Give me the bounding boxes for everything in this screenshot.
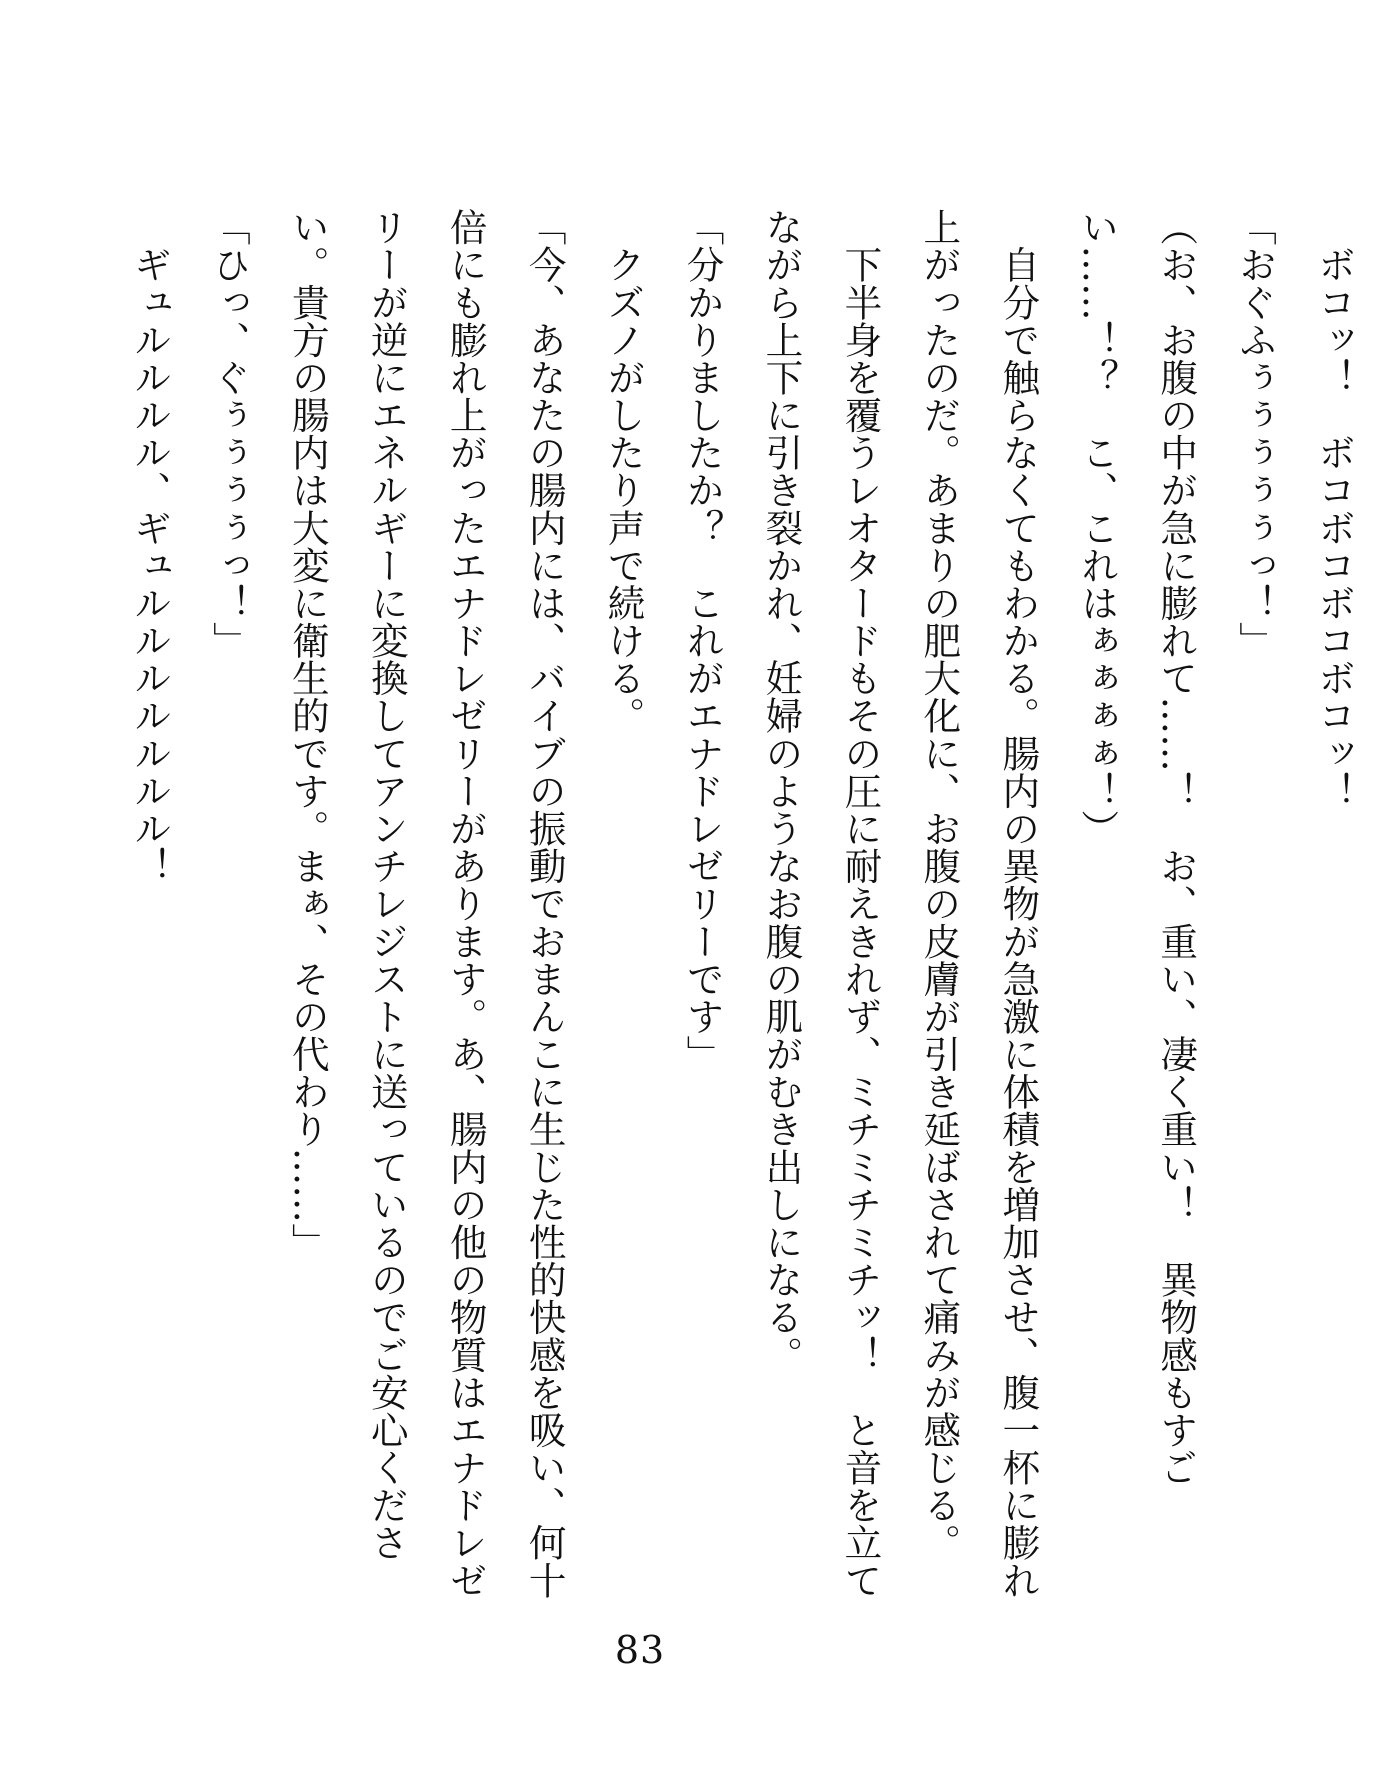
- vertical-text-column: [110, 208, 1373, 1628]
- paragraph: 「おぐふぅぅぅぅぅっ！」: [1233, 208, 1278, 660]
- paragraph: 「今、あなたの腸内には、バイブの振動でおまんこに生じた性的快感を吸い、何十倍にも膨れ上がったエナドレゼリーがあります。あ、腸内の他の物質はエナドレゼリーが逆にエネルギーに変換してアンチレジストに送っているのでご安心ください。貴方の腸内は大変に衛生的です。まぁ、その代わり……」: [285, 208, 567, 1599]
- paragraph: ボコッ！ ボコボコボコボコッ！: [1312, 208, 1356, 810]
- paragraph: （お、お腹の中が急に膨れて……！ お、重い、凄く重い！ 異物感もすごい……！？ こ、これはぁぁぁぁ！）: [1075, 208, 1199, 1487]
- paragraph: クズノがしたり声で続ける。: [601, 208, 646, 735]
- body-text: [110, 208, 1356, 1628]
- paragraph: 下半身を覆うレオタードもその圧に耐えきれず、ミチミチミチッ！ と音を立てながら上下に引き裂かれ、妊婦のようなお腹の肌がむき出しになる。: [759, 208, 883, 1599]
- paragraph: 「ひっ、ぐぅぅぅぅっ！」: [206, 208, 251, 660]
- paragraph: 自分で触らなくてもわかる。腸内の異物が急激に体積を増加させ、腹一杯に膨れ上がったのだ。あまりの肥大化に、お腹の皮膚が引き延ばされて痛みが感じる。: [917, 208, 1041, 1599]
- paragraph: ギュルルルル、ギュルルルルルルル！: [127, 208, 172, 885]
- paragraph: 「分かりましたか？ これがエナドレゼリーです」: [680, 208, 725, 1073]
- page-number: 83: [614, 1628, 666, 1672]
